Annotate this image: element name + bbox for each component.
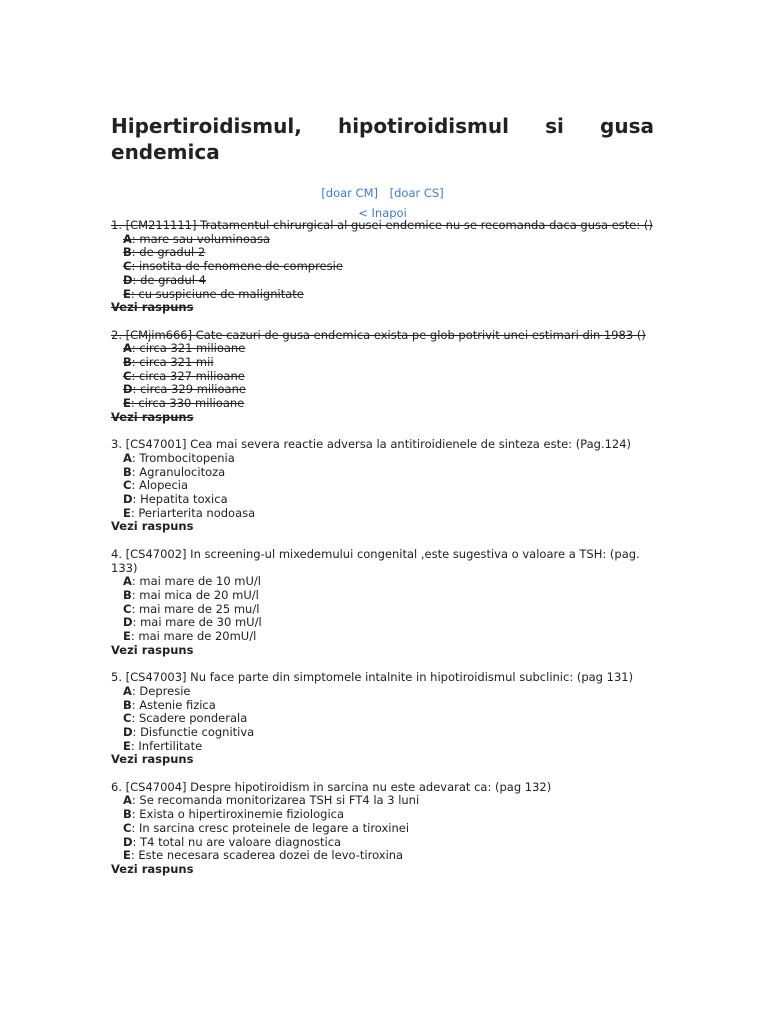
answer-option: [111, 726, 656, 740]
question-stem: [CS47002] In screening-ul mixedemului congenital ,este sugestiva o valoare a TSH: (pag. 133): [111, 546, 640, 575]
option-text: : circa 329 milioane: [132, 382, 246, 397]
option-text: : Infertilitate: [130, 738, 203, 753]
option-letter: B: [123, 807, 132, 822]
option-text: : de gradul 4: [132, 272, 206, 287]
option-letter: A: [123, 231, 132, 246]
option-text: : circa 327 milioane: [131, 368, 245, 383]
option-letter: D: [123, 382, 133, 397]
question-text: [111, 329, 656, 343]
question-item: [111, 329, 656, 425]
option-letter: E: [123, 396, 131, 411]
option-text: : mai mica de 20 mU/l: [131, 587, 259, 602]
answer-option: [111, 383, 656, 397]
answer-option: [111, 589, 656, 603]
option-text: : In sarcina cresc proteinele de legare a tiroxinei: [131, 820, 410, 835]
answer-option: [111, 466, 656, 480]
question-list: [111, 219, 656, 890]
option-letter: D: [123, 834, 133, 849]
question-text: [111, 219, 656, 233]
option-text: : Exista o hipertiroxinemie fiziologica: [131, 807, 345, 822]
question-number: 1.: [111, 218, 122, 232]
question-number: 3.: [111, 437, 122, 452]
answer-option: [111, 342, 656, 356]
filter-cs-link[interactable]: [doar CS]: [389, 186, 444, 200]
answer-option: [111, 849, 656, 863]
option-text: : mare sau voluminoasa: [131, 231, 271, 246]
answer-option: [111, 603, 656, 617]
option-letter: E: [123, 738, 131, 753]
option-text: : mai mare de 30 mU/l: [132, 615, 262, 630]
answer-option: [111, 356, 656, 370]
answer-option: [111, 370, 656, 384]
option-letter: A: [123, 793, 132, 808]
question-stem: [CS47003] Nu face parte din simptomele intalnite in hipotiroidismul subclinic: (pag 131): [125, 670, 634, 685]
answer-option: [111, 507, 656, 521]
option-letter: A: [123, 683, 132, 698]
question-stem: [CS47004] Despre hipotiroidism in sarcina nu este adevarat ca: (pag 132): [125, 779, 552, 794]
answer-option: [111, 288, 656, 302]
question-stem: [CMjim666] Cate cazuri de gusa endemica exista pe glob potrivit unei estimari din 1983 (): [125, 327, 646, 342]
answer-option: [111, 808, 656, 822]
answer-option: [111, 685, 656, 699]
question-stem: [CM211111] Tratamentul chirurgical al gusei endemice nu se recomanda daca gusa este: (): [125, 218, 653, 232]
show-answer-link[interactable]: Vezi raspuns: [111, 861, 194, 876]
answer-option: [111, 397, 656, 411]
option-letter: D: [123, 724, 133, 739]
option-text: : Agranulocitoza: [131, 464, 226, 479]
back-link[interactable]: < Inapoi: [358, 206, 407, 220]
question-text: [111, 781, 656, 795]
show-answer-link[interactable]: Vezi raspuns: [111, 519, 194, 534]
answer-option: [111, 274, 656, 288]
option-text: : Se recomanda monitorizarea TSH si FT4 la 3 luni: [131, 793, 420, 808]
option-text: : de gradul 2: [131, 245, 206, 260]
question-item: [111, 548, 656, 658]
option-letter: B: [123, 245, 132, 260]
option-text: : mai mare de 10 mU/l: [131, 574, 262, 589]
question-stem: [CS47001] Cea mai severa reactie adversa la antitiroidienele de sinteza este: (Pag.124): [125, 437, 632, 452]
option-letter: D: [123, 272, 133, 287]
option-letter: D: [123, 492, 133, 507]
answer-option: [111, 493, 656, 507]
option-letter: E: [123, 505, 131, 520]
answer-option: [111, 822, 656, 836]
option-letter: C: [123, 259, 132, 274]
question-item: [111, 671, 656, 767]
answer-option: [111, 233, 656, 247]
answer-option: [111, 616, 656, 630]
option-text: : mai mare de 25 mu/l: [131, 601, 260, 616]
answer-option: [111, 836, 656, 850]
filter-links: [111, 185, 654, 201]
answer-option: [111, 740, 656, 754]
option-letter: E: [123, 286, 131, 301]
option-text: : Scadere ponderala: [131, 711, 248, 726]
question-number: 4.: [111, 546, 122, 561]
answer-option: [111, 699, 656, 713]
answer-option: [111, 479, 656, 493]
question-number: 5.: [111, 670, 122, 685]
option-text: : circa 321 mii: [131, 355, 214, 370]
question-text: [111, 438, 656, 452]
answer-option: [111, 630, 656, 644]
option-letter: C: [123, 601, 132, 616]
question-number: 6.: [111, 779, 122, 794]
answer-option: [111, 246, 656, 260]
option-text: : Astenie fizica: [131, 697, 216, 712]
answer-option: [111, 575, 656, 589]
option-text: : Hepatita toxica: [132, 492, 228, 507]
option-letter: A: [123, 450, 132, 465]
option-letter: A: [123, 341, 132, 356]
page-title: Hipertiroidismul, hipotiroidismul si gusa endemica: [111, 114, 654, 164]
show-answer-link[interactable]: Vezi raspuns: [111, 752, 194, 767]
show-answer-link[interactable]: Vezi raspuns: [111, 642, 194, 657]
option-letter: A: [123, 574, 132, 589]
question-number: 2.: [111, 327, 122, 342]
option-text: : Trombocitopenia: [131, 450, 235, 465]
option-text: : Disfunctie cognitiva: [132, 724, 255, 739]
option-letter: C: [123, 368, 132, 383]
question-text: [111, 671, 656, 685]
answer-option: [111, 794, 656, 808]
option-text: : Depresie: [131, 683, 191, 698]
option-text: : circa 330 milioane: [130, 396, 245, 411]
option-text: : Este necesara scaderea dozei de levo-tiroxina: [130, 848, 404, 863]
option-letter: C: [123, 820, 132, 835]
option-text: : Alopecia: [131, 478, 189, 493]
option-letter: D: [123, 615, 133, 630]
show-answer-link[interactable]: Vezi raspuns: [111, 409, 194, 424]
question-item: [111, 781, 656, 877]
option-text: : insotita de fenomene de compresie: [131, 259, 343, 274]
question-item: [111, 438, 656, 534]
option-letter: C: [123, 478, 132, 493]
option-letter: E: [123, 848, 131, 863]
option-letter: B: [123, 587, 132, 602]
option-text: : Periarterita nodoasa: [130, 505, 256, 520]
option-letter: B: [123, 464, 132, 479]
option-letter: B: [123, 355, 132, 370]
option-letter: E: [123, 629, 131, 644]
question-text: [111, 548, 656, 575]
option-text: : T4 total nu are valoare diagnostica: [132, 834, 342, 849]
question-item: [111, 219, 656, 315]
answer-option: [111, 712, 656, 726]
answer-option: [111, 260, 656, 274]
option-letter: C: [123, 711, 132, 726]
option-text: : mai mare de 20mU/l: [130, 629, 257, 644]
option-text: : circa 321 milioane: [131, 341, 246, 356]
show-answer-link[interactable]: Vezi raspuns: [111, 300, 194, 315]
option-letter: B: [123, 697, 132, 712]
filter-cm-link[interactable]: [doar CM]: [321, 186, 378, 200]
answer-option: [111, 452, 656, 466]
option-text: : cu suspiciune de malignitate: [130, 286, 304, 301]
